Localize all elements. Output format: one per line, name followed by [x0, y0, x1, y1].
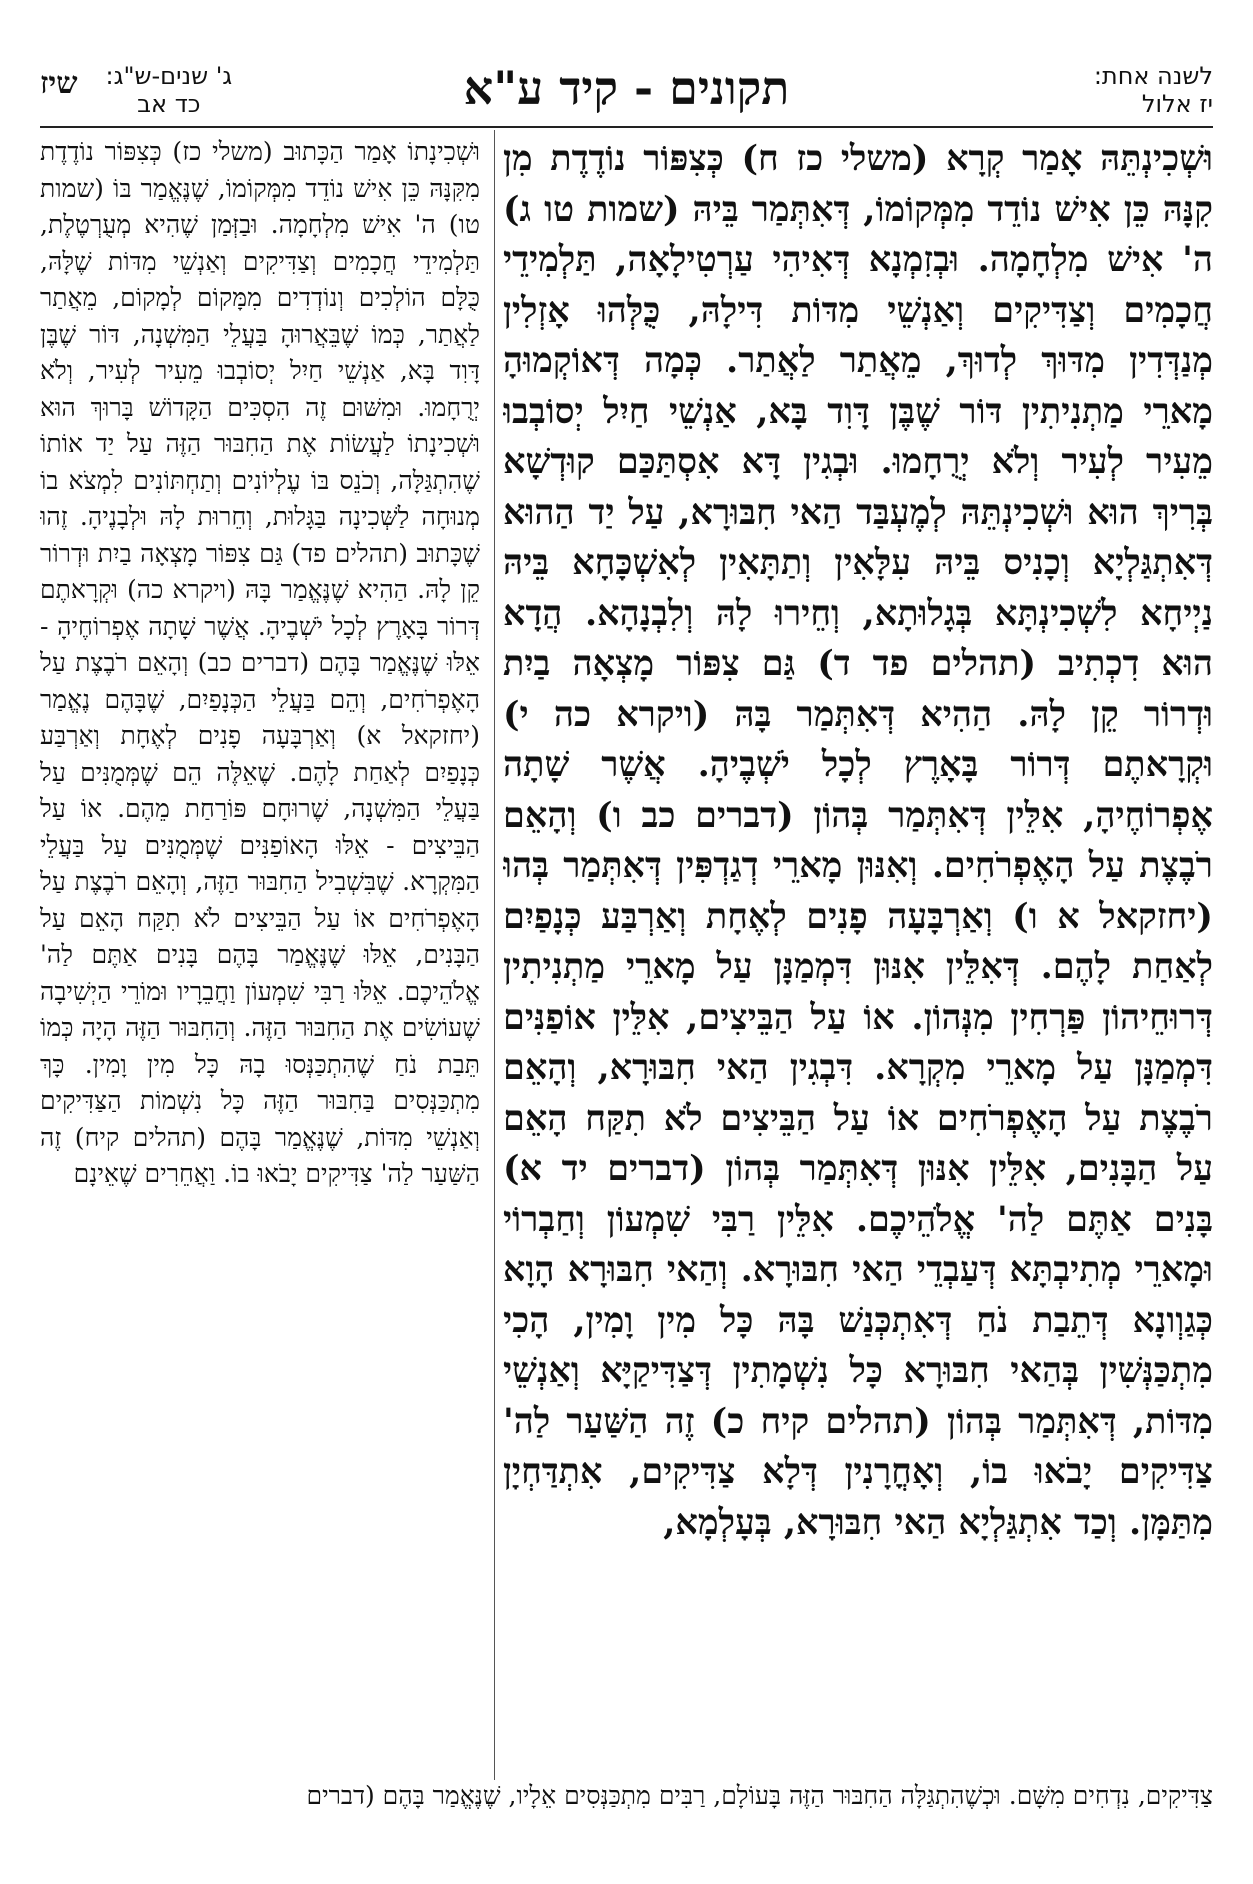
main-text: וּשְׁכִינְתֵּהּ אָמַר קְרָא (משלי כז ח) כְּצִפּוֹר נוֹדֶדֶת מִן קִנָּהּ כֵּן אִישׁ נוֹדֵד מִמְּקוֹמוֹ, דְּאִתְּמַר בֵּיהּ (שמות טו ג) ה' אִישׁ מִלְחָמָה. וּבְזִמְנָא דְּאִיהִי עַרְטִילָאָה, תַּלְמִידֵי חֲכָמִים וְצַדִּיקִים וְאַנְשֵׁי מִדּוֹת דִּילָהּ, כֻּלְּהוּ אָזְלִין מְנַדְּדִין מִדּוּךְ לְדוּךְ, מֵאֲתַר לַאֲתַר. כְּמָה דְּאוֹקְמוּהָ מָארֵי מַתְנִיתִין דּוֹר שֶׁבֶּן דָּוִד בָּא, אַנְשֵׁי חַיִל יְסוֹבְבוּ מֵעִיר לְעִיר וְלֹא יְרֻחָמוּ. וּבְגִין דָּא אִסְתַּכַּם קוּדְשָׁא בְּרִיךְ הוּא וּשְׁכִינְתֵּהּ לְמֶעְבַּד הַאי חִבּוּרָא, עַל יַד הַהוּא דְּאִתְגַּלְיָא וְכָנִיס בֵּיהּ עִלָּאִין וְתַתָּאִין לְאִשְׁכָּחָא בֵּיהּ נַיְיחָא לִשְׁכִינְתָּא בְּגָלוּתָא, וְחֵירוּ לָהּ וְלִבְנָהָא. הֲדָא הוּא דִכְתִיב (תהלים פד ד) גַּם צִפּוֹר מָצְאָה בַיִת וּדְרוֹר קֵן לָהּ. הַהִיא דְּאִתְּמַר בָּהּ (ויקרא כה י) וּקְרָאתֶם דְּרוֹר בָּאָרֶץ לְכָל יֹשְׁבֶיהָ. אֲשֶׁר שָׁתָה אֶפְרוֹחֶיהָ, אִלֵּין דְּאִתְּמַר בְּהוֹן (דברים כב ו) וְהָאֵם רֹבֶצֶת עַל הָאֶפְרֹחִים. וְאִנּוּן מָארֵי דְגַדְפִּין דְּאִתְּמַר בְּהוּ (יחזקאל א ו) וְאַרְבָּעָה פָנִים לְאֶחָת וְאַרְבַּע כְּנָפַיִם לְאַחַת לָהֶם. דְּאִלֵּין אִנּוּן דִּמְמַנָּן עַל מָארֵי מַתְנִיתִין דְּרוּחֵיהוֹן פַּרְחִין מִנְּהוֹן. אוֹ עַל הַבֵּיצִים, אִלֵּין אוֹפַנִּים דִּמְמַנָּן עַל מָארֵי מִקְרָא. דִּבְגִין הַאי חִבּוּרָא, וְהָאֵם רֹבֶצֶת עַל הָאֶפְרֹחִים אוֹ עַל הַבֵּיצִים לֹא תִקַּח הָאֵם עַל הַבָּנִים, אִלֵּין אִנּוּן דְּאִתְּמַר בְּהוֹן (דברים יד א) בָּנִים אַתֶּם לַה' אֱלֹהֵיכֶם. אִלֵּין רַבִּי שִׁמְעוֹן וְחַבְרוֹי וּמָארֵי מְתִיבְתָּא דְּעַבְדֵי הַאי חִבּוּרָא. וְהַאי חִבּוּרָא הָוָא כְּגַוְונָא דְּתֵבַת נֹחַ דְּאִתְכְּנַשׁ בָּהּ כָּל מִין וָמִין, הָכִי מִתְכַּנְּשִׁין בְּהַאי חִבּוּרָא כָּל נִשְׁמָתִין דְּצַדִּיקַיָּא וְאַנְשֵׁי מִדּוֹת, דְּאִתְּמַר בְּהוֹן (תהלים קיח כ) זֶה הַשַּׁעַר לַה' צַדִּיקִים יָבֹאוּ בוֹ, וְאָחֳרָנִין דְּלָא צַדִּיקִים, אִתְדַּחְיָן מִתַּמָּן. וְכַד אִתְגַּלְיָא הַאי חִבּוּרָא, בְּעָלְמָא, [503, 138, 1213, 1543]
footer-continuation: צַדִּיקִים, נִדְחִים מִשָּׁם. וּכְשֶׁהִתְגַּלָּה הַחִבּוּר הַזֶּה בָּעוֹלָם, רַבִּים מִתְכַּנְּסִים אֵלָיו, שֶׁנֶּאֱמַר בָּהֶם (דברים [306, 1781, 1213, 1810]
schedule-one-year-date: יז אלול [1141, 90, 1213, 118]
schedule-three-years [40, 62, 232, 118]
page-number: שיז [40, 66, 78, 101]
schedule-one-year-label: לשנה אחת: [1093, 62, 1213, 90]
main-text-column [503, 134, 1213, 1774]
schedule-three-years-date: כד אב [137, 90, 201, 118]
translation-column [40, 134, 480, 1774]
page-title: תקונים - קיד ע"א [463, 61, 790, 115]
header-rule [40, 126, 1213, 128]
column-divider [494, 130, 495, 1780]
schedule-three-years-label: ג' שנים-ש"ג: [105, 62, 233, 90]
page-header [40, 58, 1213, 124]
translation-text: וּשְׁכִינָתוֹ אָמַר הַכָּתוּב (משלי כז) כְּצִפּוֹר נוֹדֶדֶת מִקִּנָּהּ כֵּן אִישׁ נוֹדֵד מִמְּקוֹמוֹ, שֶׁנֶּאֱמַר בּוֹ (שמות טו) ה' אִישׁ מִלְחָמָה. וּבַזְּמַן שֶׁהִיא מְעֻרְטֶלֶת, תַּלְמִידֵי חֲכָמִים וְצַדִּיקִים וְאַנְשֵׁי מִדּוֹת שֶׁלָּהּ, כֻּלָּם הוֹלְכִים וְנוֹדְדִים מִמָּקוֹם לְמָקוֹם, מֵאֲתַר לַאֲתַר, כְּמוֹ שֶׁבֵּאֲרוּהָ בַּעֲלֵי הַמִּשְׁנָה, דּוֹר שֶׁבֶּן דָּוִד בָּא, אַנְשֵׁי חַיִל יְסוֹבְבוּ מֵעִיר לְעִיר, וְלֹא יְרֻחָמוּ. וּמִשּׁוּם זֶה הִסְכִּים הַקָּדוֹשׁ בָּרוּךְ הוּא וּשְׁכִינָתוֹ לַעֲשׂוֹת אֶת הַחִבּוּר הַזֶּה עַל יַד אוֹתוֹ שֶׁהִתְגַּלָּה, וְכֹנֵס בּוֹ עֶלְיוֹנִים וְתַחְתּוֹנִים לִמְצֹא בוֹ מְנוּחָה לַשְּׁכִינָה בַּגָּלוּת, וְחֵרוּת לָהּ וּלְבָנֶיהָ. זֶהוּ שֶׁכָּתוּב (תהלים פד) גַּם צִפּוֹר מָצְאָה בַיִת וּדְרוֹר קֵן לָהּ. הַהִיא שֶׁנֶּאֱמַר בָּהּ (ויקרא כה) וּקְרָאתֶם דְּרוֹר בָּאָרֶץ לְכָל יֹשְׁבֶיהָ. אֲשֶׁר שָׁתָה אֶפְרוֹחֶיהָ - אֵלּוּ שֶׁנֶּאֱמַר בָּהֶם (דברים כב) וְהָאֵם רֹבֶצֶת עַל הָאֶפְרֹחִים, וְהֵם בַּעֲלֵי הַכְּנָפַיִם, שֶׁבָּהֶם נֶאֱמַר (יחזקאל א) וְאַרְבָּעָה פָנִים לְאֶחָת וְאַרְבַּע כְּנָפַיִם לְאַחַת לָהֶם. שֶׁאֵלֶּה הֵם שֶׁמְּמֻנִּים עַל בַּעֲלֵי הַמִּשְׁנָה, שֶׁרוּחָם פּוֹרַחַת מֵהֶם. אוֹ עַל הַבֵּיצִים - אֵלּוּ הָאוֹפַנִּים שֶׁמְּמֻנִּים עַל בַּעֲלֵי הַמִּקְרָא. שֶׁבִּשְׁבִיל הַחִבּוּר הַזֶּה, וְהָאֵם רֹבֶצֶת עַל הָאֶפְרֹחִים אוֹ עַל הַבֵּיצִים לֹא תִקַּח הָאֵם עַל הַבָּנִים, אֵלּוּ שֶׁנֶּאֱמַר בָּהֶם בָּנִים אַתֶּם לַה' אֱלֹהֵיכֶם. אֵלּוּ רַבִּי שִׁמְעוֹן וַחֲבֵרָיו וּמוֹרֵי הַיְשִׁיבָה שֶׁעוֹשִׂים אֶת הַחִבּוּר הַזֶּה. וְהַחִבּוּר הַזֶּה הָיָה כְּמוֹ תֵּבַת נֹחַ שֶׁהִתְכַּנְּסוּ בָהּ כָּל מִין וָמִין. כָּךְ מִתְכַּנְּסִים בַּחִבּוּר הַזֶּה כָּל נִשְׁמוֹת הַצַּדִּיקִים וְאַנְשֵׁי מִדּוֹת, שֶׁנֶּאֱמַר בָּהֶם (תהלים קיח) זֶה הַשַּׁעַר לַה' צַדִּיקִים יָבֹאוּ בוֹ. וַאֲחֵרִים שֶׁאֵינָם [40, 137, 480, 1188]
